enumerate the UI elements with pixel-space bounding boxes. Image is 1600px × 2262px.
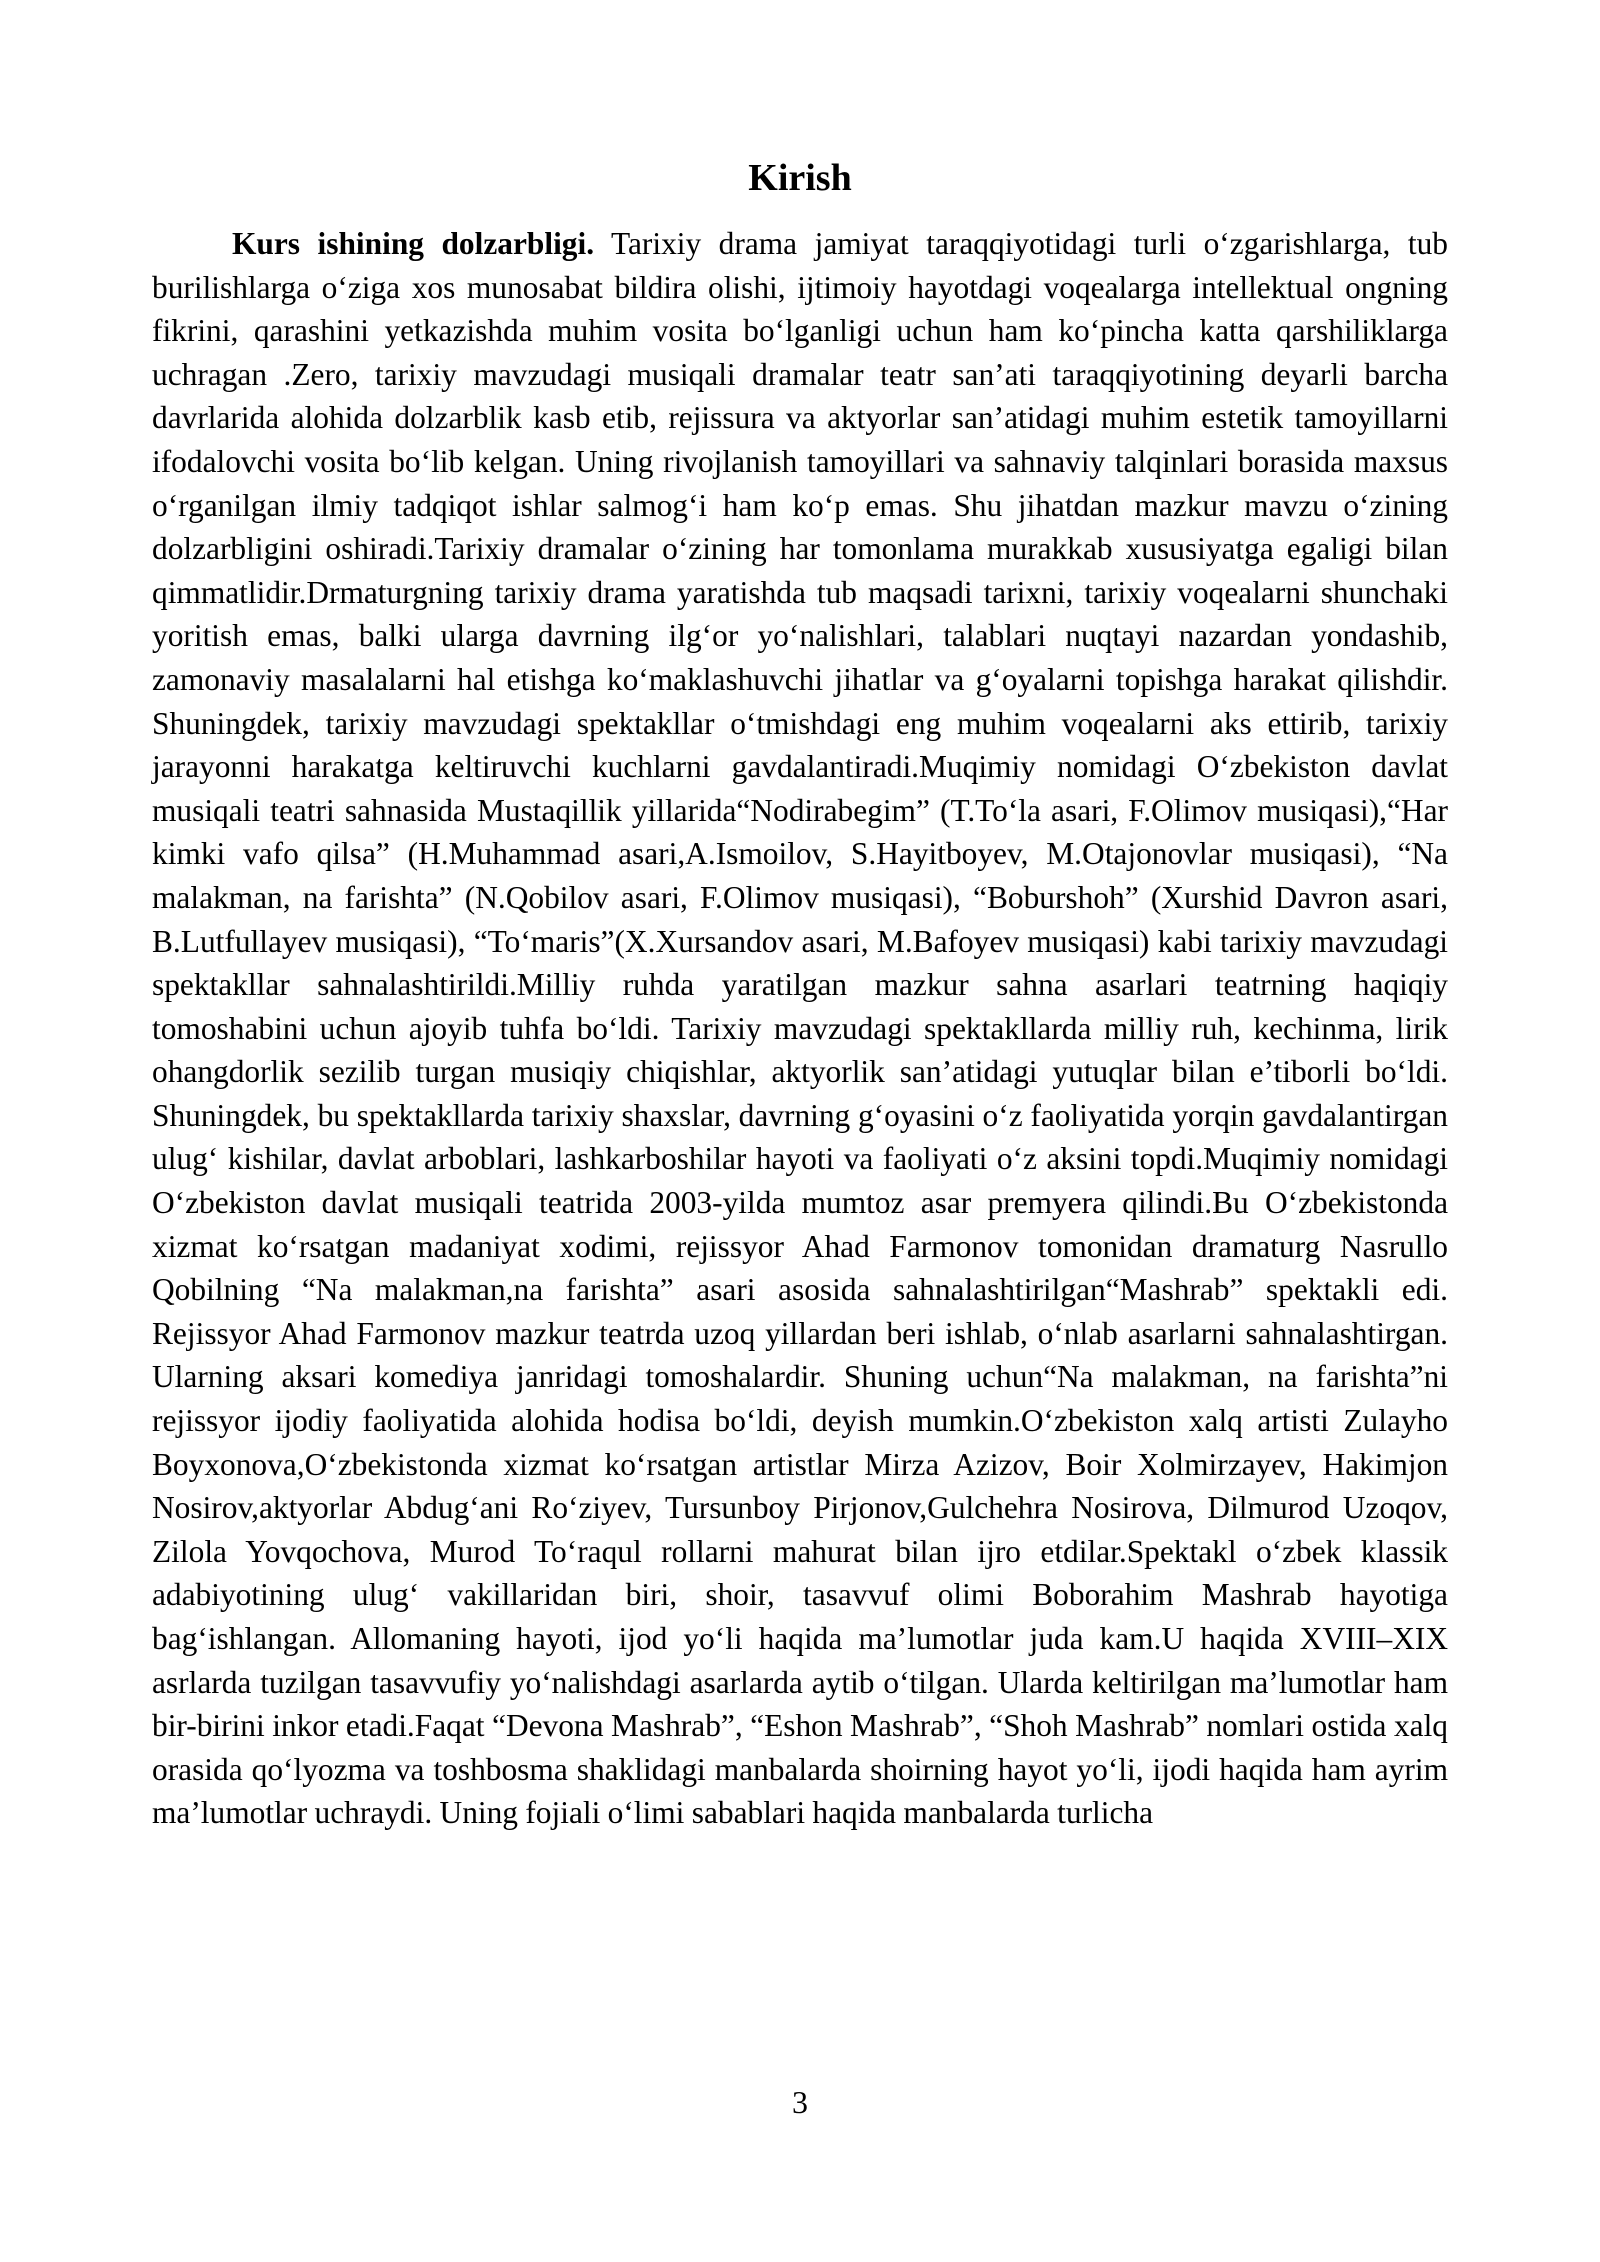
- page-number: 3: [792, 2084, 808, 2120]
- page-title: Kirish: [748, 157, 852, 199]
- paragraph-text: Tarixiy drama jamiyat taraqqiyotidagi turli o‘zgarishlarga, tub burilishlarga o‘ziga xos munosabat bildira olishi, ijtimoiy hayotdagi voqealarga intellektual ongning fikrini, qarashini yetkazishda muhim vosita bo‘lganligi uchun ham ko‘pincha katta qarshiliklarga uchragan .Zero, tarixiy mavzudagi musiqali dramalar teatr san’ati taraqqiyotining deyarli barcha davrlarida alohida dolzarblik kasb etib, rejissura va aktyorlar san’atidagi muhim estetik tamoyillarni ifodalovchi vosita bo‘lib kelgan. Uning rivojlanish tamoyillari va sahnaviy talqinlari borasida maxsus o‘rganilgan ilmiy tadqiqot ishlar salmog‘i ham ko‘p emas. Shu jihatdan mazkur mavzu o‘zining dolzarbligini oshiradi.Tarixiy dramalar o‘zining har tomonlama murakkab xususiyatga egaligi bilan qimmatlidir.Drmaturgning tarixiy drama yaratishda tub maqsadi tarixni, tarixiy voqealarni shunchaki yoritish emas, balki ularga davrning ilg‘or yo‘nalishlari, talablari nuqtayi nazardan yondashib, zamonaviy masalalarni hal etishga ko‘maklashuvchi jihatlar va g‘oyalarni topishga harakat qilishdir. Shuningdek, tarixiy mavzudagi spektakllar o‘tmishdagi eng muhim voqealarni aks ettirib, tarixiy jarayonni harakatga keltiruvchi kuchlarni gavdalantiradi.Muqimiy nomidagi O‘zbekiston davlat musiqali teatri sahnasida Mustaqillik yillarida“Nodirabegim” (T.To‘la asari, F.Olimov musiqasi),“Har kimki vafo qilsa” (H.Muhammad asari,A.Ismoilov, S.Hayitboyev, M.Otajonovlar musiqasi), “Na malakman, na farishta” (N.Qobilov asari, F.Olimov musiqasi), “Boburshoh” (Xurshid Davron asari, B.Lutfullayev musiqasi), “To‘maris”(X.Xursandov asari, M.Bafoyev musiqasi) kabi tarixiy mavzudagi spektakllar sahnalashtirildi.Milliy ruhda yaratilgan mazkur sahna asarlari teatrning haqiqiy tomoshabini uchun ajoyib tuhfa bo‘ldi. Tarixiy mavzudagi spektakllarda milliy ruh, kechinma, lirik ohangdorlik sezilib turgan musiqiy chiqishlar, aktyorlik san’atidagi yutuqlar bilan e’tiborli bo‘ldi. Shuningdek, bu spektakllarda tarixiy shaxslar, davrning g‘oyasini o‘z faoliyatida yorqin gavdalantirgan ulug‘ kishilar, davlat arboblari, lashkarboshilar hayoti va faoliyati o‘z aksini topdi.Muqimiy nomidagi O‘zbekiston davlat musiqali teatrida 2003-yilda mumtoz asar premyera qilindi.Bu O‘zbekistonda xizmat ko‘rsatgan madaniyat xodimi, rejissyor Ahad Farmonov tomonidan dramaturg Nasrullo Qobilning “Na malakman,na farishta” asari asosida sahnalashtirilgan“Mashrab” spektakli edi. Rejissyor Ahad Farmonov mazkur teatrda uzoq yillardan beri ishlab, o‘nlab asarlarni sahnalashtirgan. Ularning aksari komediya janridagi tomoshalardir. Shuning uchun“Na malakman, na farishta”ni rejissyor ijodiy faoliyatida alohida hodisa bo‘ldi, deyish mumkin.O‘zbekiston xalq artisti Zulayho Boyxonova,O‘zbekistonda xizmat ko‘rsatgan artistlar Mirza Azizov, Boir Xolmirzayev, Hakimjon Nosirov,aktyorlar Abdug‘ani Ro‘ziyev, Tursunboy Pirjonov,Gulchehra Nosirova, Dilmurod Uzoqov, Zilola Yovqochova, Murod To‘raqul rollarni mahurat bilan ijro etdilar.Spektakl o‘zbek klassik adabiyotining ulug‘ vakillaridan biri, shoir, tasavvuf olimi Boborahim Mashrab hayotiga bag‘ishlangan. Allomaning hayoti, ijod yo‘li haqida ma’lumotlar juda kam.U haqida XVIII–XIX asrlarda tuzilgan tasavvufiy yo‘nalishdagi asarlarda aytib o‘tilgan. Ularda keltirilgan ma’lumotlar ham bir-birini inkor etadi.Faqat “Devona Mashrab”, “Eshon Mashrab”, “Shoh Mashrab” nomlari ostida xalq orasida qo‘lyozma va toshbosma shaklidagi manbalarda shoirning hayot yo‘li, ijodi haqida ham ayrim ma’lumotlar uchraydi. Uning fojiali o‘limi sabablari haqida manbalarda turlicha: [152, 226, 1448, 1831]
- section-lead-in: Kurs ishining dolzarbligi.: [232, 226, 595, 261]
- body-paragraph: [152, 222, 1448, 1835]
